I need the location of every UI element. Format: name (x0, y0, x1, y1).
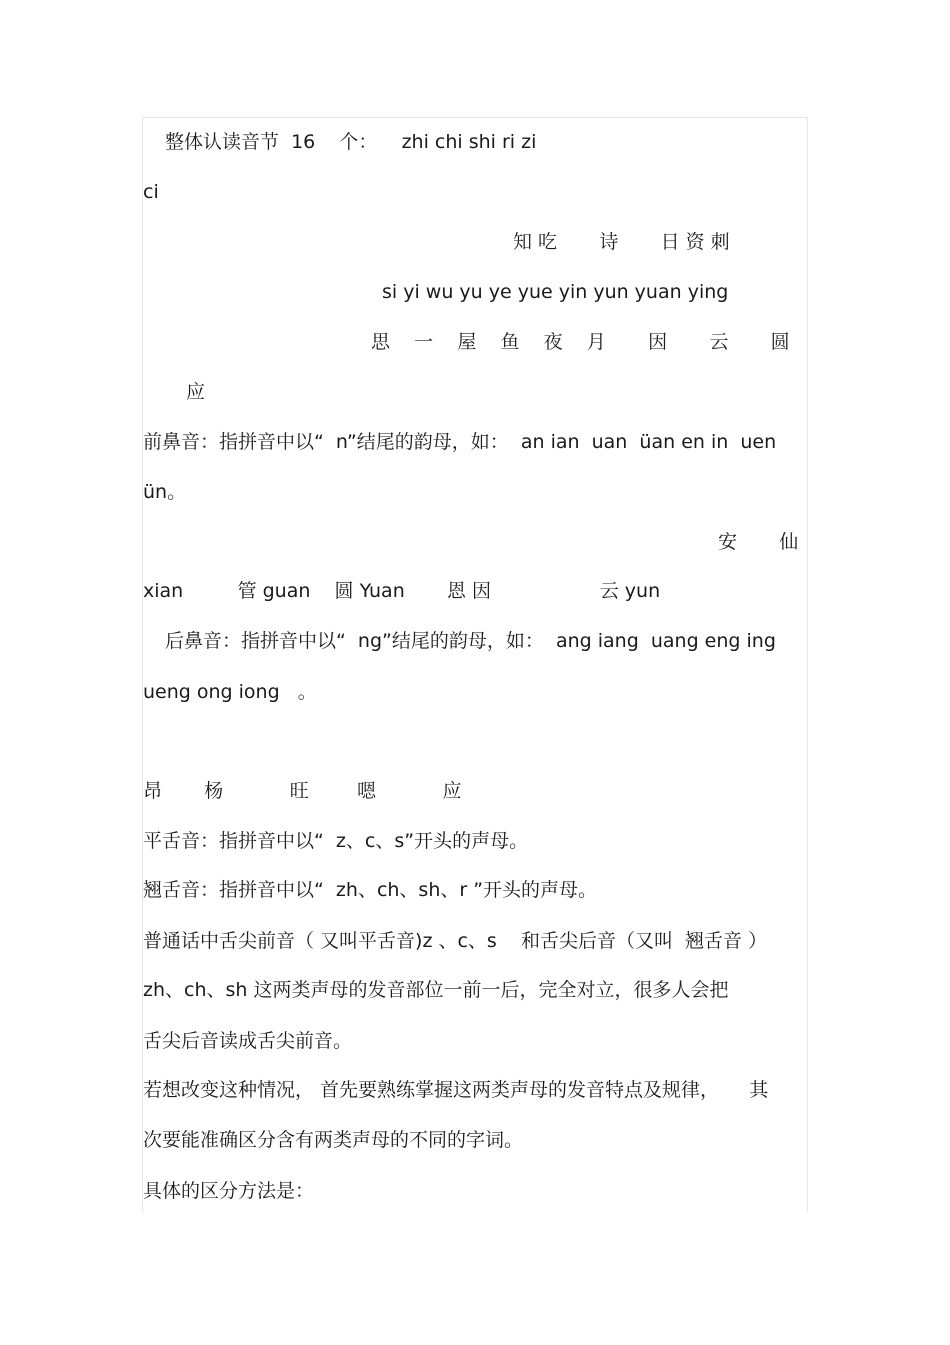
text-line-retroflex: 翘舌音：指拼音中以“ zh、ch、sh、r ”开头的声母。 (143, 879, 598, 901)
text-line-xian-examples: xian 管 guan 圆 Yuan 恩 因 云 yun (143, 580, 661, 602)
text-line-pinyin-si: si yi wu yu ye yue yin yun yuan ying (382, 281, 729, 303)
text-line-un: ün。 (143, 481, 187, 503)
text-line-change: 若想改变这种情况， 首先要熟练掌握这两类声母的发音特点及规律， 其 (143, 1079, 769, 1101)
text-line-back-nasal: 后鼻音：指拼音中以“ ng”结尾的韵母，如： ang iang uang eng ing (165, 630, 776, 652)
text-line-method: 具体的区分方法是： (143, 1180, 315, 1202)
text-line-whole-syllables: 整体认读音节 16 个： zhi chi shi ri zi (165, 131, 537, 153)
text-line-tongue-tip: 舌尖后音读成舌尖前音。 (143, 1030, 353, 1052)
text-line-ying: 应 (186, 381, 206, 403)
text-line-front-nasal: 前鼻音：指拼音中以“ n”结尾的韵母，如： an ian uan üan en in uen (143, 431, 777, 453)
text-line-hanzi-zhi: 知 吃 诗 日 资 刺 (513, 231, 730, 253)
text-line-an-xian-hanzi: 安 仙 (718, 531, 799, 553)
text-line-zh-ch-sh: zh、ch、sh 这两类声母的发音部位一前一后，完全对立，很多人会把 (143, 979, 729, 1001)
text-line-distinguish: 次要能准确区分含有两类声母的不同的字词。 (143, 1129, 524, 1151)
text-line-flat-tongue: 平舌音：指拼音中以“ z、c、s”开头的声母。 (143, 830, 529, 852)
text-line-ang-hanzi: 昂 杨 旺 嗯 应 (143, 780, 462, 802)
text-line-hanzi-si: 思 一 屋 鱼 夜 月 因 云 圆 (371, 331, 790, 353)
text-line-ueng: ueng ong iong 。 (143, 681, 317, 703)
text-line-ci: ci (143, 181, 159, 203)
text-line-putonghua: 普通话中舌尖前音（ 又叫平舌音)z 、c、s 和舌尖后音（又叫 翘舌音 ） (143, 930, 768, 952)
